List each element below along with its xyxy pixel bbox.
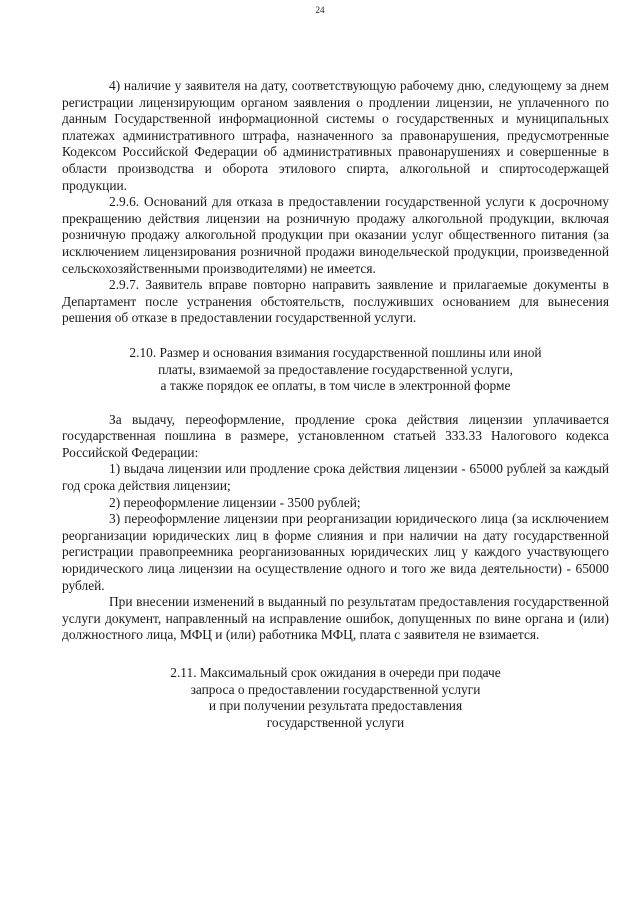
paragraph-item-4: 4) наличие у заявителя на дату, соответствующую рабочему дню, следующему за днем регистрации лицензирующим органом заявления о продлении лицензии, не уплаченного по данным Государственной информационной системы о государственных и муниципальных платежах административного штрафа, назначенного за правонарушения, предусмотренные Кодексом Российской Федерации об административных правонарушениях и совершенные в области производства и оборота этилового спирта, алкогольной и спиртосодержащей продукции.	[62, 78, 609, 193]
heading-line: а также порядок ее оплаты, в том числе в электронной форме	[160, 378, 511, 394]
heading-line: государственной услуги	[266, 714, 405, 730]
paragraph-2-9-6: 2.9.6. Оснований для отказа в предоставлении государственной услуги к досрочному прекращению действия лицензии на розничную продажу алкогольной продукции, включая розничную продажу алкогольной продукции при оказании услуг общественного питания (за исключением лицензирования розничной продажи винодельческой продукции, произведенной сельскохозяйственными производителями) не имеется.	[62, 194, 609, 276]
heading-line: и при получении результата предоставления	[208, 698, 463, 714]
paragraph-2-9-7: 2.9.7. Заявитель вправе повторно направить заявление и прилагаемые документы в Департамент после устранения обстоятельств, послуживших основанием для вынесения решения об отказе в предоставлении государственной услуги.	[62, 277, 609, 326]
paragraph-no-fee: При внесении изменений в выданный по результатам предоставления государственной услуги документ, направленный на исправление ошибок, допущенных по вине органа и (или) должностного лица, МФЦ и (или) работника МФЦ, плата с заявителя не взимается.	[62, 594, 609, 643]
paragraph-fee-item-2: 2) переоформление лицензии - 3500 рублей;	[109, 494, 361, 510]
page-number: 24	[315, 5, 325, 15]
heading-line: платы, взимаемой за предоставление государственной услуги,	[158, 361, 513, 377]
heading-line: 2.11. Максимальный срок ожидания в очереди при подаче	[170, 665, 501, 680]
paragraph-fee-item-1: 1) выдача лицензии или продление срока действия лицензии - 65000 рублей за каждый год срока действия лицензии;	[62, 461, 609, 494]
paragraph-fee-item-3: 3) переоформление лицензии при реорганизации юридического лица (за исключением реорганизации юридических лиц в форме слияния и при наличии на дату государственной регистрации правопреемника реорганизованных юридических лиц у каждого участвующего юридического лица лицензии на осуществление одного и того же вида деятельности) - 65000 рублей.	[62, 511, 609, 593]
section-heading-2-10	[62, 345, 609, 395]
heading-line: 2.10. Размер и основания взимания государственной пошлины или иной	[129, 344, 542, 360]
document-body	[62, 78, 609, 731]
paragraph-state-fee: За выдачу, переоформление, продление срока действия лицензии уплачивается государственная пошлина в размере, установленном статьей 333.33 Налогового кодекса Российской Федерации:	[62, 411, 609, 460]
heading-line: запроса о предоставлении государственной услуги	[190, 681, 481, 697]
section-heading-2-11	[62, 665, 609, 731]
